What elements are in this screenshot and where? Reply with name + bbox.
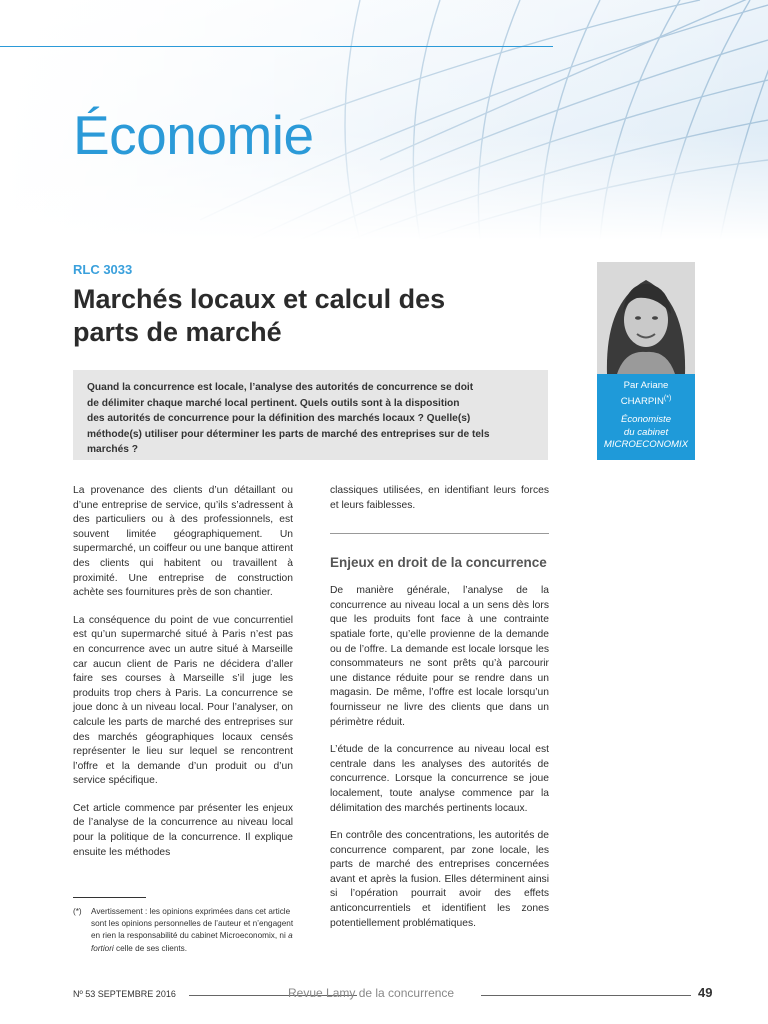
section-divider — [330, 533, 549, 534]
footnote — [73, 906, 298, 955]
author-portrait-graphic — [597, 262, 695, 374]
abstract-line: méthode(s) utiliser pour déterminer les parts de marché des entreprises sur de tels — [87, 428, 490, 440]
abstract-line: marchés ? — [87, 444, 138, 455]
author-photo — [597, 262, 695, 374]
abstract-line: des autorités de concurrence pour la définition des marchés locaux ? Quelle(s) — [87, 413, 471, 424]
header-accent-line — [0, 46, 553, 47]
author-role-line: du cabinet — [623, 426, 669, 438]
paragraph: classiques utilisées, en identifiant leurs forces et leurs faiblesses. — [330, 485, 549, 511]
journal-name: Revue Lamy de la concurrence — [288, 986, 455, 1000]
section-title: Économie — [73, 104, 314, 166]
author-name: CHARPIN — [620, 395, 664, 407]
author-footnote-mark: (*) — [663, 394, 672, 402]
article-title-line: parts de marché — [73, 317, 282, 347]
footnote-text — [91, 906, 298, 955]
footnote-divider — [73, 897, 146, 898]
paragraph: En contrôle des concentrations, les autorités de concurrence comparent, par zone locale, les parts de marché des entreprises concernées avant et après la fusion. Elles déterminent ainsi si l’opération pourrait avoir des effets anticoncurrentiels et identifient les zones potentiellement problématiques. — [330, 830, 549, 929]
paragraph: Cet article commence par présenter les enjeux de l’analyse de la concurrence au niveau local pour la politique de la concurrence. Il explique ensuite les méthodes — [73, 802, 293, 858]
paragraph: De manière générale, l’analyse de la concurrence au niveau local a un sens dès lors que les produits font face à une contrainte spatiale forte, qu’elle provienne de la demande ou de l’offre. La demande est locale lorsque les consommateurs ne sont prêts qu’à parcourir une distance réduite pour se rendre dans un magasin. De même, l’offre est locale lorsqu’un fournisseur ne livre des clients que dans un périmètre réduit. — [330, 585, 549, 728]
footnote-mark: (*) — [73, 907, 82, 916]
footer-rule — [481, 995, 691, 996]
paragraph: La conséquence du point de vue concurrentiel est qu’un supermarché situé à Paris n’est pas en concurrence avec un autre situé à Marseille car aucun client de Paris ne décidera d’aller faire ses courses à Marseille s’il juge les produits trop chers à Paris. La concurrence se joue donc à un niveau local. Pour l’analyser, on calcule les parts de marché des entreprises sur des marchés géographiques locaux censés représenter le lieu sur lequel se rencontrent l’offre et la demande d’un produit ou d’un service spécifique. — [73, 614, 293, 787]
article-abstract — [73, 370, 548, 460]
article-title-line: Marchés locaux et calcul des — [73, 284, 446, 314]
author-role-line: Économiste — [620, 414, 672, 426]
author-name-line — [597, 393, 695, 409]
body-column-left — [73, 484, 293, 873]
page-footer — [73, 986, 723, 1004]
paragraph: L’étude de la concurrence au niveau local est centrale dans les analyses des autorités de concurrence. Lorsque la concurrence se joue localement, toute analyse commence par la délimitation des marchés pertinents locaux. — [330, 744, 549, 814]
author-info — [597, 374, 695, 460]
issue-info: Nº 53 SEPTEMBRE 2016 — [73, 989, 176, 999]
footnote-text-a: Avertissement : les opinions exprimées dans cet article sont les opinions personnelles de l’auteur et n’engagent en rien la responsabilité du cabinet Microeconomix, ni — [91, 907, 294, 941]
footnote-text-b: celle de ses clients. — [113, 943, 188, 953]
abstract-line: de délimiter chaque marché local pertinent. Quels outils sont à la disposition — [87, 397, 460, 409]
author-role-line: MICROECONOMIX — [603, 439, 689, 451]
author-by: Par Ariane — [623, 380, 669, 391]
page-number: 49 — [698, 985, 713, 1000]
body-column-right — [330, 484, 549, 944]
article-reference: RLC 3033 — [73, 262, 133, 277]
subheading: Enjeux en droit de la concurrence — [330, 555, 547, 571]
article-title — [73, 283, 513, 349]
abstract-line: Quand la concurrence est locale, l’analyse des autorités de concurrence se doit — [87, 382, 474, 393]
author-role — [597, 414, 695, 452]
paragraph: La provenance des clients d’un détaillant ou d’une entreprise de service, qu’ils s’adressent à des particuliers ou à des professionnels, est souvent limitée géographiquement. Un supermarché, un coiffeur ou une banque attirent des clients qui habitent ou travaillent à proximité. Une entreprise de construction achète ses fournitures près de son chantier. — [73, 485, 293, 599]
footnote-emphasis: a fortiori — [91, 931, 293, 953]
